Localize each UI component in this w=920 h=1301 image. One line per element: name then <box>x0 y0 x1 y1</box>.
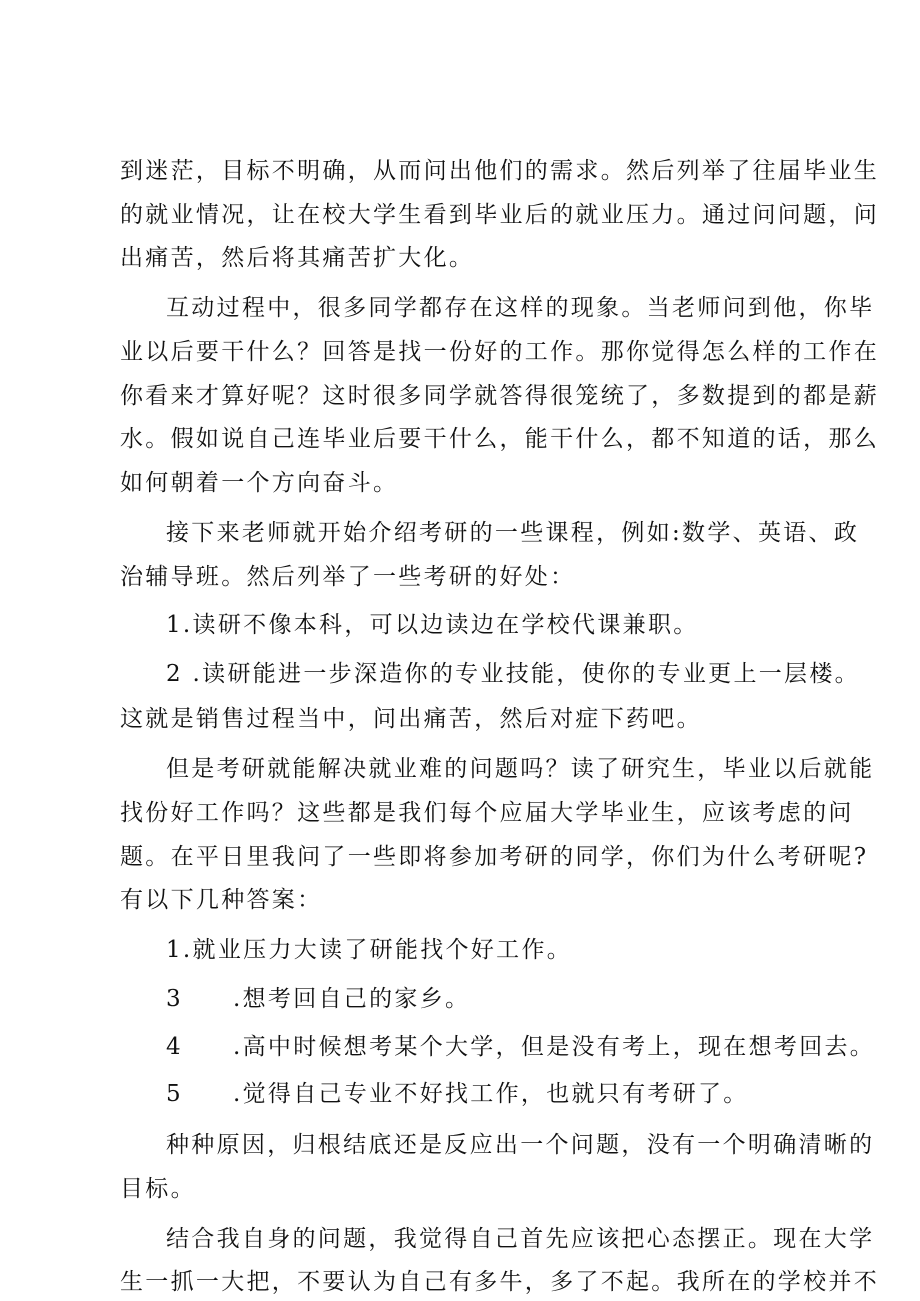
text-line: 生一抓一大把，不要认为自己有多牛，多了不起。我所在的学校并不 <box>120 1269 879 1295</box>
text-line: 出痛苦，然后将其痛苦扩大化。 <box>120 245 475 271</box>
text-line: 到迷茫，目标不明确，从而问出他们的需求。然后列举了往届毕业生 <box>120 158 879 184</box>
text-line: 有以下几种答案： <box>120 887 323 913</box>
list-number: 4 <box>166 1034 183 1060</box>
text-line: 治辅导班。然后列举了一些考研的好处： <box>120 564 576 590</box>
text-line: 水。假如说自己连毕业后要干什么，能干什么，都不知道的话，那么 <box>120 426 879 452</box>
list-item: 1.读研不像本科，可以边读边在学校代课兼职。 <box>166 612 699 638</box>
paragraph-start: 结合我自身的问题，我觉得自己首先应该把心态摆正。现在大学 <box>166 1226 875 1252</box>
list-item: .觉得自己专业不好找工作，也就只有考研了。 <box>233 1081 749 1107</box>
paragraph-start: 但是考研就能解决就业难的问题吗？读了研究生，毕业以后就能 <box>166 756 875 782</box>
paragraph-start: 接下来老师就开始介绍考研的一些课程，例如:数学、英语、政 <box>166 520 860 546</box>
paragraph-start: 种种原因，归根结底还是反应出一个问题，没有一个明确清晰的 <box>166 1132 875 1158</box>
text-line: 如何朝着一个方向奋斗。 <box>120 470 399 496</box>
paragraph-start: 互动过程中，很多同学都存在这样的现象。当老师问到他，你毕 <box>166 295 875 321</box>
list-number: 5 <box>166 1081 183 1107</box>
text-line: 目标。 <box>120 1176 196 1202</box>
text-line: 题。在平日里我问了一些即将参加考研的同学，你们为什么考研呢? <box>120 844 869 870</box>
text-line: 找份好工作吗？这些都是我们每个应届大学毕业生，应该考虑的问 <box>120 800 854 826</box>
list-item: .高中时候想考某个大学，但是没有考上，现在想考回去。 <box>233 1034 876 1060</box>
text-line: 的就业情况，让在校大学生看到毕业后的就业压力。通过问问题，问 <box>120 202 879 228</box>
text-line: 你看来才算好呢？这时很多同学就答得很笼统了，多数提到的都是薪 <box>120 383 879 409</box>
text-line: 业以后要干什么？回答是找一份好的工作。那你觉得怎么样的工作在 <box>120 339 879 365</box>
list-item: .想考回自己的家乡。 <box>233 986 471 1012</box>
list-item: 1.就业压力大读了研能找个好工作。 <box>166 937 573 963</box>
list-item: 2 .读研能进一步深造你的专业技能，使你的专业更上一层楼。 <box>166 661 860 687</box>
list-number: 3 <box>166 986 183 1012</box>
text-line: 这就是销售过程当中，问出痛苦，然后对症下药吧。 <box>120 706 702 732</box>
